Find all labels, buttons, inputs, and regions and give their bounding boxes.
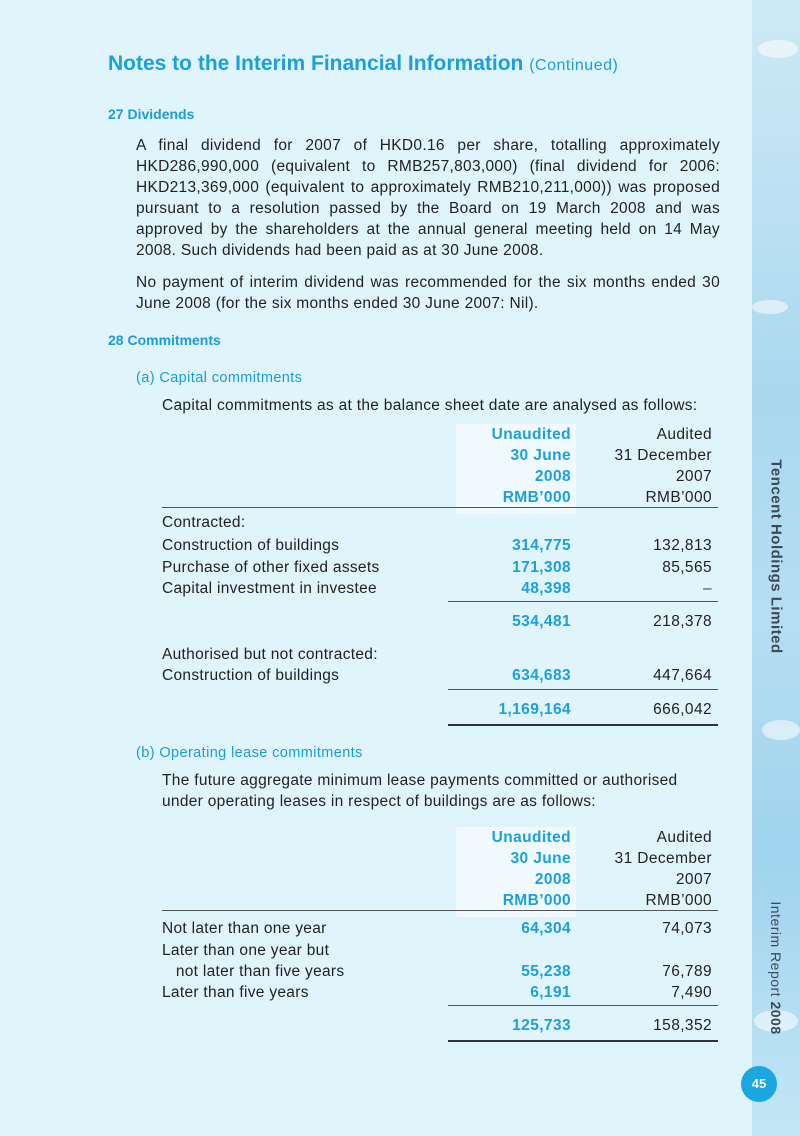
table-row: Construction of buildings 634,683 447,664 <box>162 667 712 684</box>
table-row: not later than five years 55,238 76,789 <box>162 963 712 980</box>
table-row: Later than one year but <box>162 942 330 959</box>
company-name: Tencent Holdings Limited <box>767 459 785 654</box>
table-row: 534,481 218,378 <box>512 613 712 630</box>
table-row: Construction of buildings 314,775 132,813 <box>162 537 712 554</box>
operating-lease-intro: The future aggregate minimum lease payments committed or authorised under operating leases in respect of buildings are as follows: <box>162 772 678 810</box>
section-27-heading: 27 Dividends <box>108 106 195 122</box>
table-row: Contracted: <box>162 514 246 531</box>
page-title: Notes to the Interim Financial Information (Continued) <box>108 52 619 75</box>
table-row: Authorised but not contracted: <box>162 646 378 663</box>
report-name: Interim Report 2008 <box>768 901 784 1035</box>
capital-commitments-title: (a) Capital commitments <box>136 370 303 386</box>
table-row: Not later than one year 64,304 74,073 <box>162 920 712 937</box>
dividends-paragraph-2: No payment of interim dividend was recommended for the six months ended 30 June 2008 (for the six months ended 30 June 2007: Nil). <box>136 274 720 312</box>
dividends-paragraph-1: A final dividend for 2007 of HKD0.16 per share, totalling approximately HKD286,990,000 (equivalent to RMB257,803,000) (final dividend for 2006: HKD213,369,000 (equivalent to approximately RMB210,211,000)) was proposed pursuant to a resolution passed by the Board on 19 March 2008 and was approved by the shareholders at the annual general meeting held on 14 May 2008. Such dividends had been paid as at 30 June 2008. <box>136 137 720 259</box>
table-row: Capital investment in investee 48,398 – <box>162 580 712 597</box>
table-row: Later than five years 6,191 7,490 <box>162 984 712 1001</box>
section-28-heading: 28 Commitments <box>108 332 221 348</box>
operating-lease-title: (b) Operating lease commitments <box>136 745 363 761</box>
table-row: Purchase of other fixed assets 171,308 85,565 <box>162 559 712 576</box>
page-number-badge: 45 <box>741 1066 777 1102</box>
table-row: 125,733 158,352 <box>512 1017 712 1034</box>
operating-lease-table: Unaudited Audited 30 June 31 December 2008 2007 RMB’000 RMB’000 Not later than one year 64,304 74,073 Later than one year but not later than five years 55,238 76,789 Later than five years 6,191 7,490 125,733 158,352 <box>162 827 718 1057</box>
table-row: 1,169,164 666,042 <box>498 701 712 718</box>
capital-commitments-table: Unaudited Audited 30 June 31 December 2008 2007 RMB’000 RMB’000 Contracted: Construction of buildings 314,775 132,813 Purchase of other fixed assets 171,308 85,565 Capital investment in investee 48,398 – 534,481 218,378 Authorised but not contracted: Construction of buildings 634,683 447,664 1,169,164 666,042 <box>162 424 718 744</box>
capital-commitments-intro: Capital commitments as at the balance sheet date are analysed as follows: <box>162 397 698 414</box>
